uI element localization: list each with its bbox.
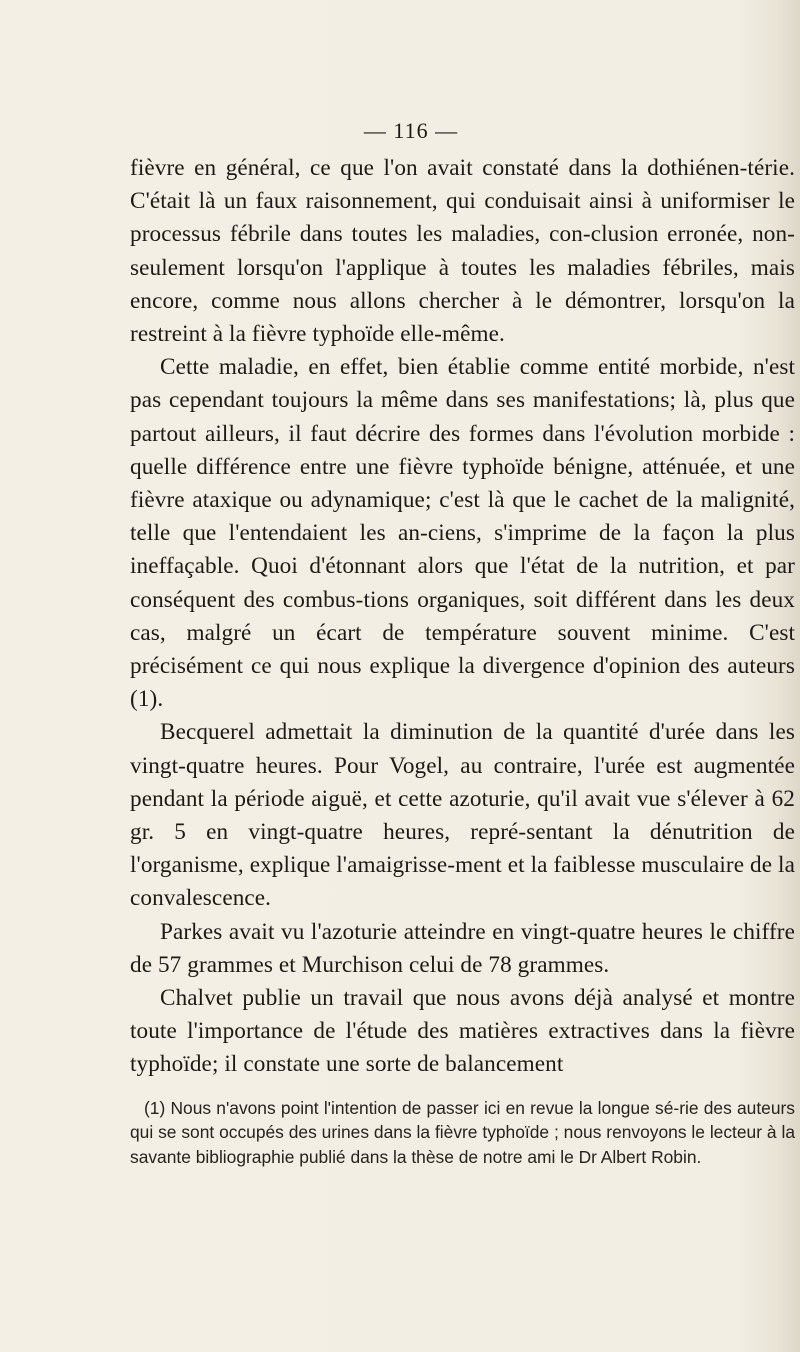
paragraph-1: fièvre en général, ce que l'on avait constaté dans la dothiénen-térie. C'était là un faux raisonnement, qui conduisait ainsi à uniformiser le processus fébrile dans toutes les maladies, con-clusion erronée, non-seulement lorsqu'on l'applique à toutes les maladies fébriles, mais encore, comme nous allons chercher à le démontrer, lorsqu'on la restreint à la fièvre typhoïde elle-même. bbox=[130, 155, 795, 348]
footnote-text: (1) Nous n'avons point l'intention de passer ici en revue la longue sé-rie des auteurs qui se sont occupés des urines dans la fièvre typhoïde ; nous renvoyons le lecteur à la savante bibliographie publié dans la thèse de notre ami le Dr Albert Robin. bbox=[130, 1097, 795, 1167]
paragraph-2: Cette maladie, en effet, bien établie comme entité morbide, n'est pas cependant toujours la même dans ses manifestations; là, plus que partout ailleurs, il faut décrire des formes dans l'évolution morbide : quelle différence entre une fièvre typhoïde bénigne, atténuée, et une fièvre ataxique ou adynamique; c'est là que le cachet de la malignité, telle que l'entendaient les an-ciens, s'imprime de la façon la plus ineffaçable. Quoi d'étonnant alors que l'état de la nutrition, et par conséquent des combus-tions organiques, soit différent dans les deux cas, malgré un écart de température souvent minime. C'est précisément ce qui nous explique la divergence d'opinion des auteurs (1). bbox=[130, 354, 795, 713]
footnote bbox=[130, 1096, 795, 1169]
paragraph-5: Chalvet publie un travail que nous avons déjà analysé et montre toute l'importance de l'étude des matières extractives dans la fièvre typhoïde; il constate une sorte de balancement bbox=[130, 985, 795, 1078]
text-block bbox=[130, 152, 795, 1169]
page-number: — 116 — bbox=[363, 118, 459, 143]
body-text bbox=[130, 152, 795, 1082]
paragraph-4: Parkes avait vu l'azoturie atteindre en vingt-quatre heures le chiffre de 57 grammes et Murchison celui de 78 grammes. bbox=[130, 918, 795, 978]
paragraph-3: Becquerel admettait la diminution de la quantité d'urée dans les vingt-quatre heures. Pour Vogel, au contraire, l'urée est augmentée pendant la période aiguë, et cette azoturie, qu'il avait vue s'élever à 62 gr. 5 en vingt-quatre heures, repré-sentant la dénutrition de l'organisme, explique l'amaigrisse-ment et la faiblesse musculaire de la convalescence. bbox=[130, 719, 795, 912]
